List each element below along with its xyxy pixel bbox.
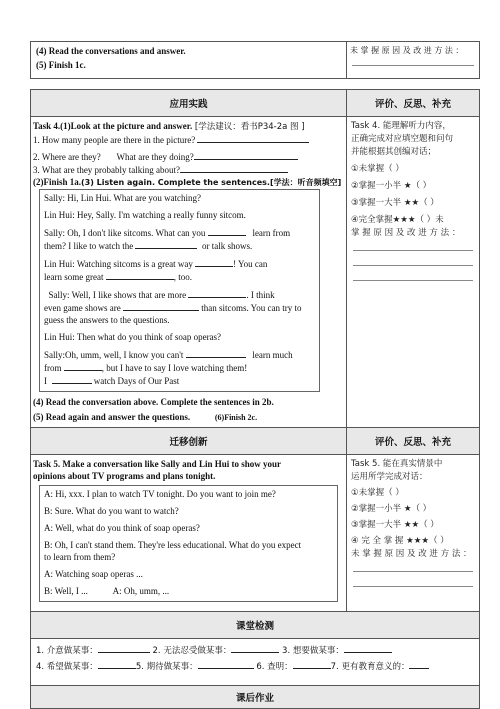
task5-dialog-box <box>39 485 338 602</box>
dialog-line-8a: even game shows are <box>44 303 121 313</box>
task4-cell <box>31 117 347 428</box>
worksheet <box>30 41 479 709</box>
dialog-blank-9[interactable] <box>52 374 92 384</box>
dialog-blank-2[interactable] <box>135 239 197 249</box>
test-item-1: 1. 介意做某事： <box>36 646 98 656</box>
task4-item-6: (6)Finish 2c. <box>214 413 258 422</box>
test-blank-6[interactable] <box>293 659 331 669</box>
task5-line-4: B: Oh, I can't stand them. They're less educational. What do you expect <box>44 540 302 550</box>
dialog-blank-4[interactable] <box>106 270 174 280</box>
section-transfer-title: 迁移创新 <box>31 428 347 455</box>
test-blank-5[interactable] <box>198 659 254 669</box>
task5-line-8: A: Oh, umm, ... <box>112 586 170 596</box>
dialog-line-1: Sally: Hi, Lin Hui. What are you watching? <box>44 193 202 203</box>
task4-eval-option-1[interactable]: ①未掌握（ ） <box>351 164 404 174</box>
dialog-line-4a: them? I like to watch the <box>44 241 134 251</box>
question-3: 3. What are they probably talking about? <box>33 165 181 175</box>
task5-rule-2[interactable] <box>353 576 473 587</box>
top-rule <box>352 57 474 66</box>
task5-eval-line-2: 运用所学完成对话： <box>351 472 428 482</box>
class-test-cell <box>31 639 480 686</box>
dialog-line-12b: , but I have to say I love watching them! <box>101 363 248 373</box>
question-1: 1. How many people are there in the picture? <box>33 135 198 145</box>
task4-rule-1[interactable] <box>353 240 473 251</box>
task4-eval-line-2: 正确完成对应填空题和问句 <box>351 134 454 144</box>
top-item-5: (5) Finish 1c. <box>36 60 86 70</box>
task4-item-5: (5) Read again and answer the questions. <box>33 412 191 422</box>
task5-eval-option-1[interactable]: ①未掌握（ ） <box>351 488 404 498</box>
test-blank-2[interactable] <box>231 643 279 653</box>
dialog-line-5a: Lin Hui: Watching sitcoms is a great way <box>44 259 193 269</box>
test-blank-7[interactable] <box>409 659 429 669</box>
test-item-5: 5. 期待做某事： <box>135 662 198 672</box>
dialog-blank-7[interactable] <box>186 348 246 358</box>
task5-line-2: B: Sure. What do you want to watch? <box>44 506 179 516</box>
task4-eval-line-1: Task 4. 能理解听力内容， <box>351 121 451 131</box>
task4-rule-3[interactable] <box>353 270 473 281</box>
dialog-line-12a: from <box>44 363 62 373</box>
dialog-blank-5[interactable] <box>188 288 246 298</box>
task4-eval-option-3[interactable]: ③掌握一大半 ★★（ ） <box>351 198 439 208</box>
dialog-line-2: Lin Hui: Hey, Sally. I'm watching a really funny sitcom. <box>44 210 246 220</box>
task5-line-7: B: Well, I ... <box>44 586 88 596</box>
section-application-title: 应用实践 <box>31 90 347 117</box>
task5-heading-2: opinions about TV programs and plans tonight. <box>33 471 216 481</box>
dialog-line-7a: Sally: Well, I like shows that are more <box>48 290 187 300</box>
task5-eval-note: 未 掌 握 原 因 及 改 进 方 法 ： <box>351 549 472 559</box>
dialog-line-6b: , too. <box>173 272 192 282</box>
section-transfer-eval-title: 评价、反思、补充 <box>347 428 480 455</box>
sub-task-2: (2)Finish 1a. <box>33 177 82 187</box>
answer-blank-2[interactable] <box>194 150 298 160</box>
task4-heading: Task 4.(1)Look at the picture and answer. <box>33 121 193 131</box>
dialog-line-10: Lin Hui: Then what do you think of soap operas? <box>44 332 222 342</box>
answer-blank-1[interactable] <box>197 133 309 143</box>
worksheet-table <box>30 41 480 709</box>
dialog-line-3a: Sally: Oh, I don't like sitcoms. What can you <box>44 228 206 238</box>
task4-item-4: (4) Read the conversation above. Complete the sentences in 2b. <box>33 397 274 407</box>
top-left-cell <box>31 42 347 79</box>
task5-line-3: A: Well, what do you think of soap operas? <box>44 523 200 533</box>
dialog-line-7b: . I think <box>246 290 275 300</box>
test-item-3: 3. 想要做某事： <box>282 646 344 656</box>
top-item-4: (4) Read the conversations and answer. <box>36 46 186 56</box>
dialog-line-13a: I <box>44 376 47 386</box>
section-class-test-title: 课堂检测 <box>31 612 480 639</box>
task5-rule-1[interactable] <box>353 561 473 572</box>
question-2b: What are they doing? <box>116 152 194 162</box>
task5-eval-option-4[interactable]: ④ 完 全 掌 握 ★★★（ ） <box>351 536 449 546</box>
dialog-line-8b: than sitcoms. You can try to <box>201 303 302 313</box>
dialog-line-4b: or talk shows. <box>201 241 253 251</box>
task4-eval-option-4[interactable]: ④完全掌握★★★（ ）未 <box>351 215 444 225</box>
task5-eval-cell <box>347 455 480 612</box>
test-blank-3[interactable] <box>344 643 392 653</box>
dialog-blank-1[interactable] <box>208 226 246 236</box>
test-item-4: 4. 希望做某事： <box>36 662 98 672</box>
test-blank-1[interactable] <box>98 643 150 653</box>
task5-line-5: to learn from them? <box>44 552 116 562</box>
task5-heading: Task 5. Make a conversation like Sally and Lin Hui to show your <box>33 459 281 469</box>
task5-eval-option-3[interactable]: ③掌握一大半 ★★（ ） <box>351 520 439 530</box>
top-note: 未 掌 握 原 因 及 改 进 方 法 ： <box>350 46 464 55</box>
dialog-line-3b: learn from <box>252 228 291 238</box>
dialog-box <box>39 189 320 392</box>
section-homework-title: 课后作业 <box>31 686 480 709</box>
test-blank-4[interactable] <box>98 659 136 669</box>
dialog-line-11a: Sally:Oh, umm, well, I know you can't <box>44 350 184 360</box>
dialog-blank-3[interactable] <box>195 257 233 267</box>
task5-line-1: A: Hi, xxx. I plan to watch TV tonight. Do you want to join me? <box>44 489 276 499</box>
dialog-line-5b: ! You can <box>233 259 268 269</box>
spacer <box>31 79 480 90</box>
dialog-blank-8[interactable] <box>64 361 102 371</box>
task4-hint: [学法建议：看书P34-2a 图 ] <box>192 122 305 132</box>
task5-eval-option-2[interactable]: ②掌握一小半 ★（ ） <box>351 504 432 514</box>
answer-blank-3[interactable] <box>180 163 288 173</box>
dialog-blank-6[interactable] <box>123 301 199 311</box>
dialog-line-11b: learn much <box>252 350 293 360</box>
sub-task-3: (3) Listen again. Complete the sentences.[学法：听音频填空] <box>81 178 342 187</box>
task5-cell <box>31 455 347 612</box>
test-item-2: 2. 无法忍受做某事： <box>152 646 232 656</box>
task4-eval-note: 掌 握 原 因 及 改 进 方 法 ： <box>351 228 461 238</box>
test-item-6: 6. 查明： <box>256 662 293 672</box>
dialog-line-6a: learn some great <box>44 272 104 282</box>
task4-rule-2[interactable] <box>353 255 473 266</box>
section-application-eval-title: 评价、反思、补充 <box>347 90 480 117</box>
task4-eval-line-3: 并能根据其创编对话； <box>351 147 437 157</box>
top-right-cell <box>347 42 480 79</box>
test-item-7: 7. 更有教育意义的： <box>330 662 410 672</box>
task4-eval-cell <box>347 117 480 428</box>
dialog-line-9: guess the answers to the questions. <box>44 315 170 325</box>
question-2a: 2. Where are they? <box>33 152 101 162</box>
task5-eval-line-1: Task 5. 能在真实情景中 <box>351 459 443 469</box>
task4-eval-option-2[interactable]: ②掌握一小半 ★（ ） <box>351 181 432 191</box>
task5-line-6: A: Watching soap operas ... <box>44 569 143 579</box>
dialog-line-13b: watch Days of Our Past <box>93 376 180 386</box>
